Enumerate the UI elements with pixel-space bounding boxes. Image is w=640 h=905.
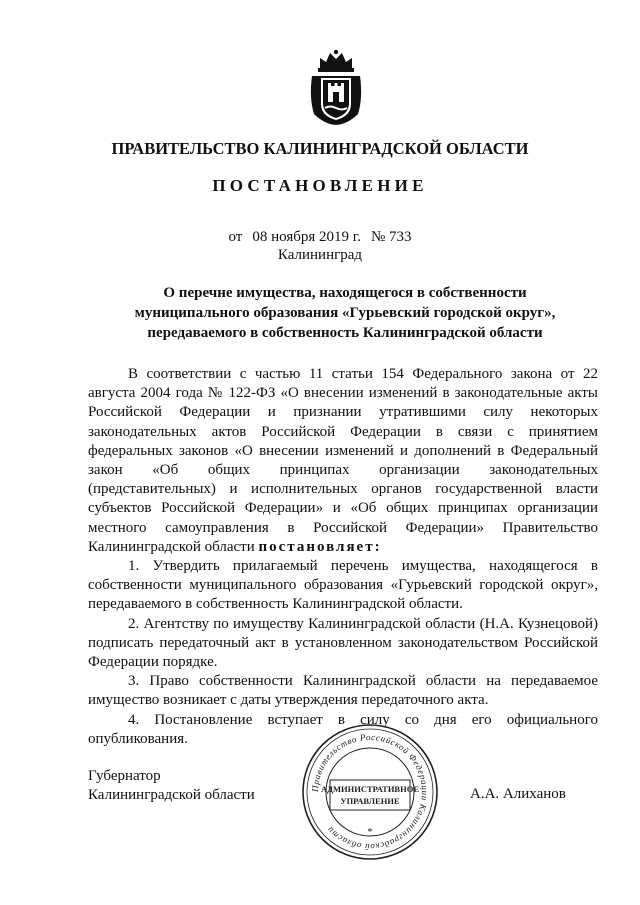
subject-line: О перечне имущества, находящегося в собственности [163, 285, 527, 301]
position-line: Губернатор [88, 768, 161, 784]
document-type: ПОСТАНОВЛЕНИЕ [212, 176, 428, 195]
document-subject [120, 283, 570, 343]
document-body [88, 365, 598, 749]
preamble-paragraph [88, 365, 598, 557]
stamp-star: * [367, 826, 373, 838]
clause-3: 3. Право собственности Калининградской области на передаваемое имущество возникает с даты утверждения передаточного акта. [88, 673, 598, 709]
signatory-position [88, 767, 255, 805]
clause-4: 4. Постановление вступает в силу со дня его официального опубликования. [88, 711, 598, 747]
subject-line: муниципального образования «Гурьевский городской округ», [134, 305, 556, 321]
stamp-center-line: УПРАВЛЕНИЕ [340, 796, 400, 806]
signatory-name: А.А. Алиханов [470, 786, 566, 802]
subject-line: передаваемого в собственность Калининградской области [147, 325, 543, 341]
preamble-text: В соответствии с частью 11 статьи 154 Федерального закона от 22 августа 2004 года № 122-ФЗ «О внесении изменений в законодательные акты Российской Федерации и признании утратившими силу некоторых законодательных актов Российской Федерации в связи с принятием федеральных законов «О внесении изменений и дополнений в Федеральный закон «Об общих принципах организации законодательных (представительных) и исполнительных органов государственной власти субъектов Российской Федерации» и «Об общих принципах организации местного самоуправления в Российской Федерации» Правительство Калининградской области [88, 366, 598, 555]
date-line [0, 229, 640, 246]
clause-1: 1. Утвердить прилагаемый перечень имущества, находящегося в собственности муниципального образования «Гурьевский городской округ», передаваемого в собственность Калининградской области. [88, 558, 598, 613]
date-prefix: от [228, 229, 243, 245]
position-line: Калининградской области [88, 787, 255, 803]
stamp-center-line: АДМИНИСТРАТИВНОЕ [321, 784, 419, 794]
clause-2: 2. Агентству по имуществу Калининградской области (Н.А. Кузнецовой) подписать передаточный акт в установленном законодательством Российской Федерации порядке. [88, 615, 598, 671]
stamp-ring-text: Правительство Российской Федерации Калининградской области [309, 731, 431, 853]
government-title: ПРАВИТЕЛЬСТВО КАЛИНИНГРАДСКОЙ ОБЛАСТИ [111, 139, 529, 158]
city: Калининград [277, 247, 363, 263]
document-date: 08 ноября 2019 г. [252, 229, 361, 245]
document-number: № 733 [370, 229, 412, 245]
enact-word: постановляет: [258, 538, 382, 555]
coat-of-arms-icon [306, 48, 366, 126]
official-stamp [300, 722, 440, 862]
